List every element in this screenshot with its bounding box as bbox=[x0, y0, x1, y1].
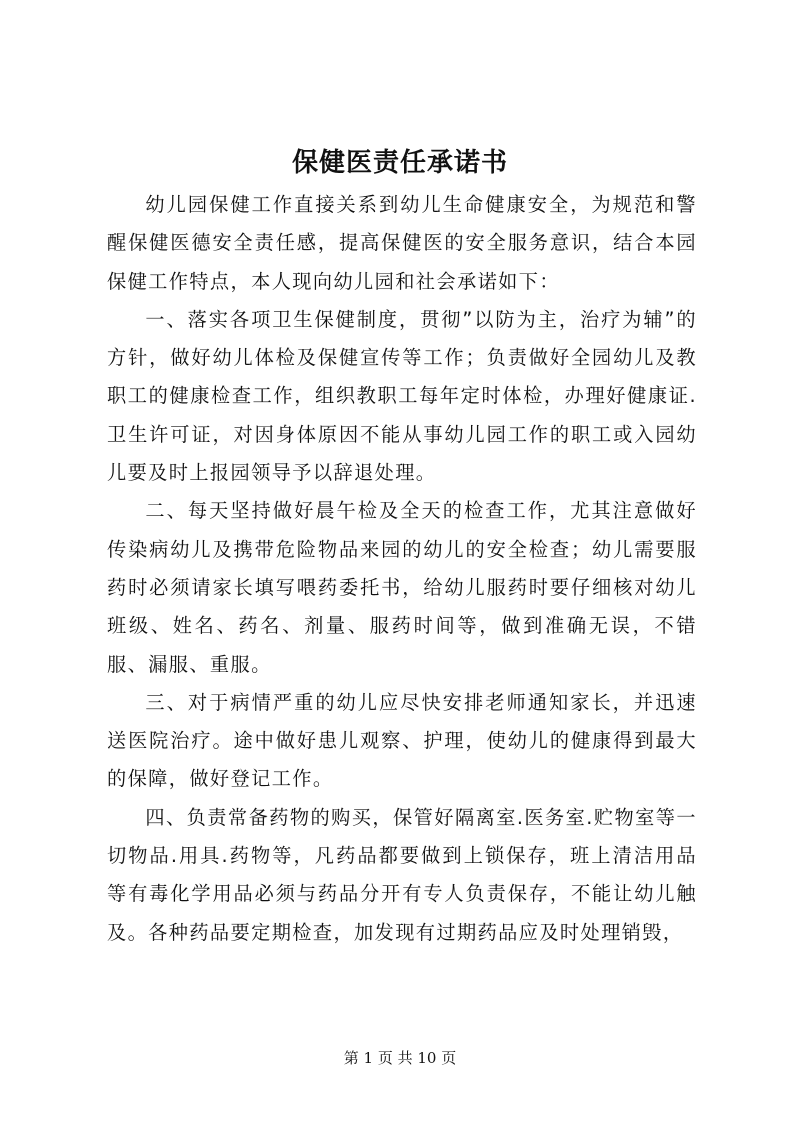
paragraph-item-2: 二、每天坚持做好晨午检及全天的检查工作，尤其注意做好传染病幼儿及携带危险物品来园的幼儿的安全检查；幼儿需要服药时必须请家长填写喂药委托书，给幼儿服药时要仔细核对幼儿班级、姓名、药名、剂量、服药时间等，做到准确无误，不错服、漏服、重服。 bbox=[107, 499, 697, 676]
document-body bbox=[107, 186, 697, 952]
paragraph-item-1: 一、落实各项卫生保健制度，贯彻”以防为主，治疗为辅”的方针，做好幼儿体检及保健宣传等工作；负责做好全园幼儿及教职工的健康检查工作，组织教职工每年定时体检，办理好健康证.卫生许可证，对因身体原因不能从事幼儿园工作的职工或入园幼儿要及时上报园领导予以辞退处理。 bbox=[107, 307, 697, 485]
page-number-footer: 第 1 页 共 10 页 bbox=[343, 1049, 457, 1067]
paragraph-intro: 幼儿园保健工作直接关系到幼儿生命健康安全，为规范和警醒保健医德安全责任感，提高保健医的安全服务意识，结合本园保健工作特点，本人现向幼儿园和社会承诺如下： bbox=[107, 193, 697, 293]
document-title: 保健医责任承诺书 bbox=[291, 148, 508, 178]
paragraph-item-3: 三、对于病情严重的幼儿应尽快安排老师通知家长，并迅速送医院治疗。途中做好患儿观察、护理，使幼儿的健康得到最大的保障，做好登记工作。 bbox=[107, 690, 697, 791]
paragraph-item-4: 四、负责常备药物的购买，保管好隔离室.医务室.贮物室等一切物品.用具.药物等，凡药品都要做到上锁保存，班上清洁用品等有毒化学用品必须与药品分开有专人负责保存，不能让幼儿触及。各种药品要定期检查，加发现有过期药品应及时处理销毁， bbox=[107, 805, 697, 944]
